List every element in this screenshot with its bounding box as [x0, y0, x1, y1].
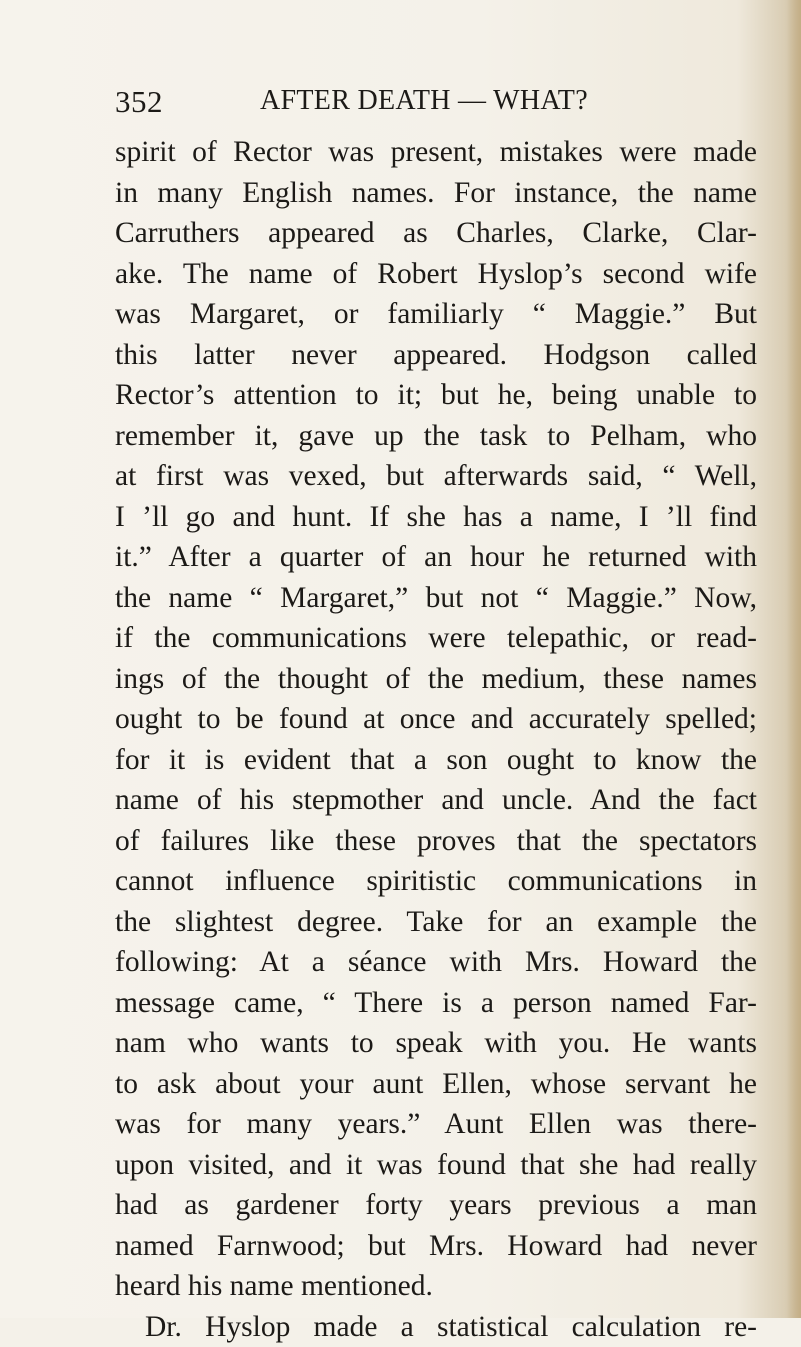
text-line: ought to be found at once and accurately spelled; [115, 699, 757, 740]
text-line: named Farnwood; but Mrs. Howard had never [115, 1226, 757, 1267]
running-header [115, 84, 755, 124]
text-line: of failures like these proves that the spectators [115, 821, 757, 862]
text-line: cannot influence spiritistic communications in [115, 861, 757, 902]
text-line: was for many years.” Aunt Ellen was there- [115, 1104, 757, 1145]
running-title: AFTER DEATH — WHAT? [260, 85, 588, 117]
text-line: spirit of Rector was present, mistakes were made [115, 132, 757, 173]
text-line: if the communications were telepathic, or read- [115, 618, 757, 659]
text-line: it.” After a quarter of an hour he returned with [115, 537, 757, 578]
text-line: at first was vexed, but afterwards said, “ Well, [115, 456, 757, 497]
text-line: I ’ll go and hunt. If she has a name, I ’ll find [115, 497, 757, 538]
text-line: remember it, gave up the task to Pelham, who [115, 416, 757, 457]
text-line: Rector’s attention to it; but he, being unable to [115, 375, 757, 416]
text-line: in many English names. For instance, the name [115, 173, 757, 214]
text-line: name of his stepmother and uncle. And the fact [115, 780, 757, 821]
page-edge-shadow [787, 0, 801, 1318]
text-line: nam who wants to speak with you. He wants [115, 1023, 757, 1064]
text-line: this latter never appeared. Hodgson called [115, 335, 757, 376]
text-line: heard his name mentioned. [115, 1266, 757, 1307]
text-line: the name “ Margaret,” but not “ Maggie.” Now, [115, 578, 757, 619]
text-line: ings of the thought of the medium, these names [115, 659, 757, 700]
text-line: the slightest degree. Take for an example the [115, 902, 757, 943]
body-text [115, 132, 757, 1347]
text-line: for it is evident that a son ought to know the [115, 740, 757, 781]
text-line: to ask about your aunt Ellen, whose servant he [115, 1064, 757, 1105]
text-line: message came, “ There is a person named Far- [115, 983, 757, 1024]
text-line: following: At a séance with Mrs. Howard the [115, 942, 757, 983]
page-number: 352 [115, 84, 163, 120]
text-line: was Margaret, or familiarly “ Maggie.” But [115, 294, 757, 335]
text-line: Dr. Hyslop made a statistical calculation re- [115, 1307, 757, 1347]
text-line: had as gardener forty years previous a man [115, 1185, 757, 1226]
text-line: Carruthers appeared as Charles, Clarke, Clar- [115, 213, 757, 254]
text-line: ake. The name of Robert Hyslop’s second wife [115, 254, 757, 295]
text-line: upon visited, and it was found that she had really [115, 1145, 757, 1186]
